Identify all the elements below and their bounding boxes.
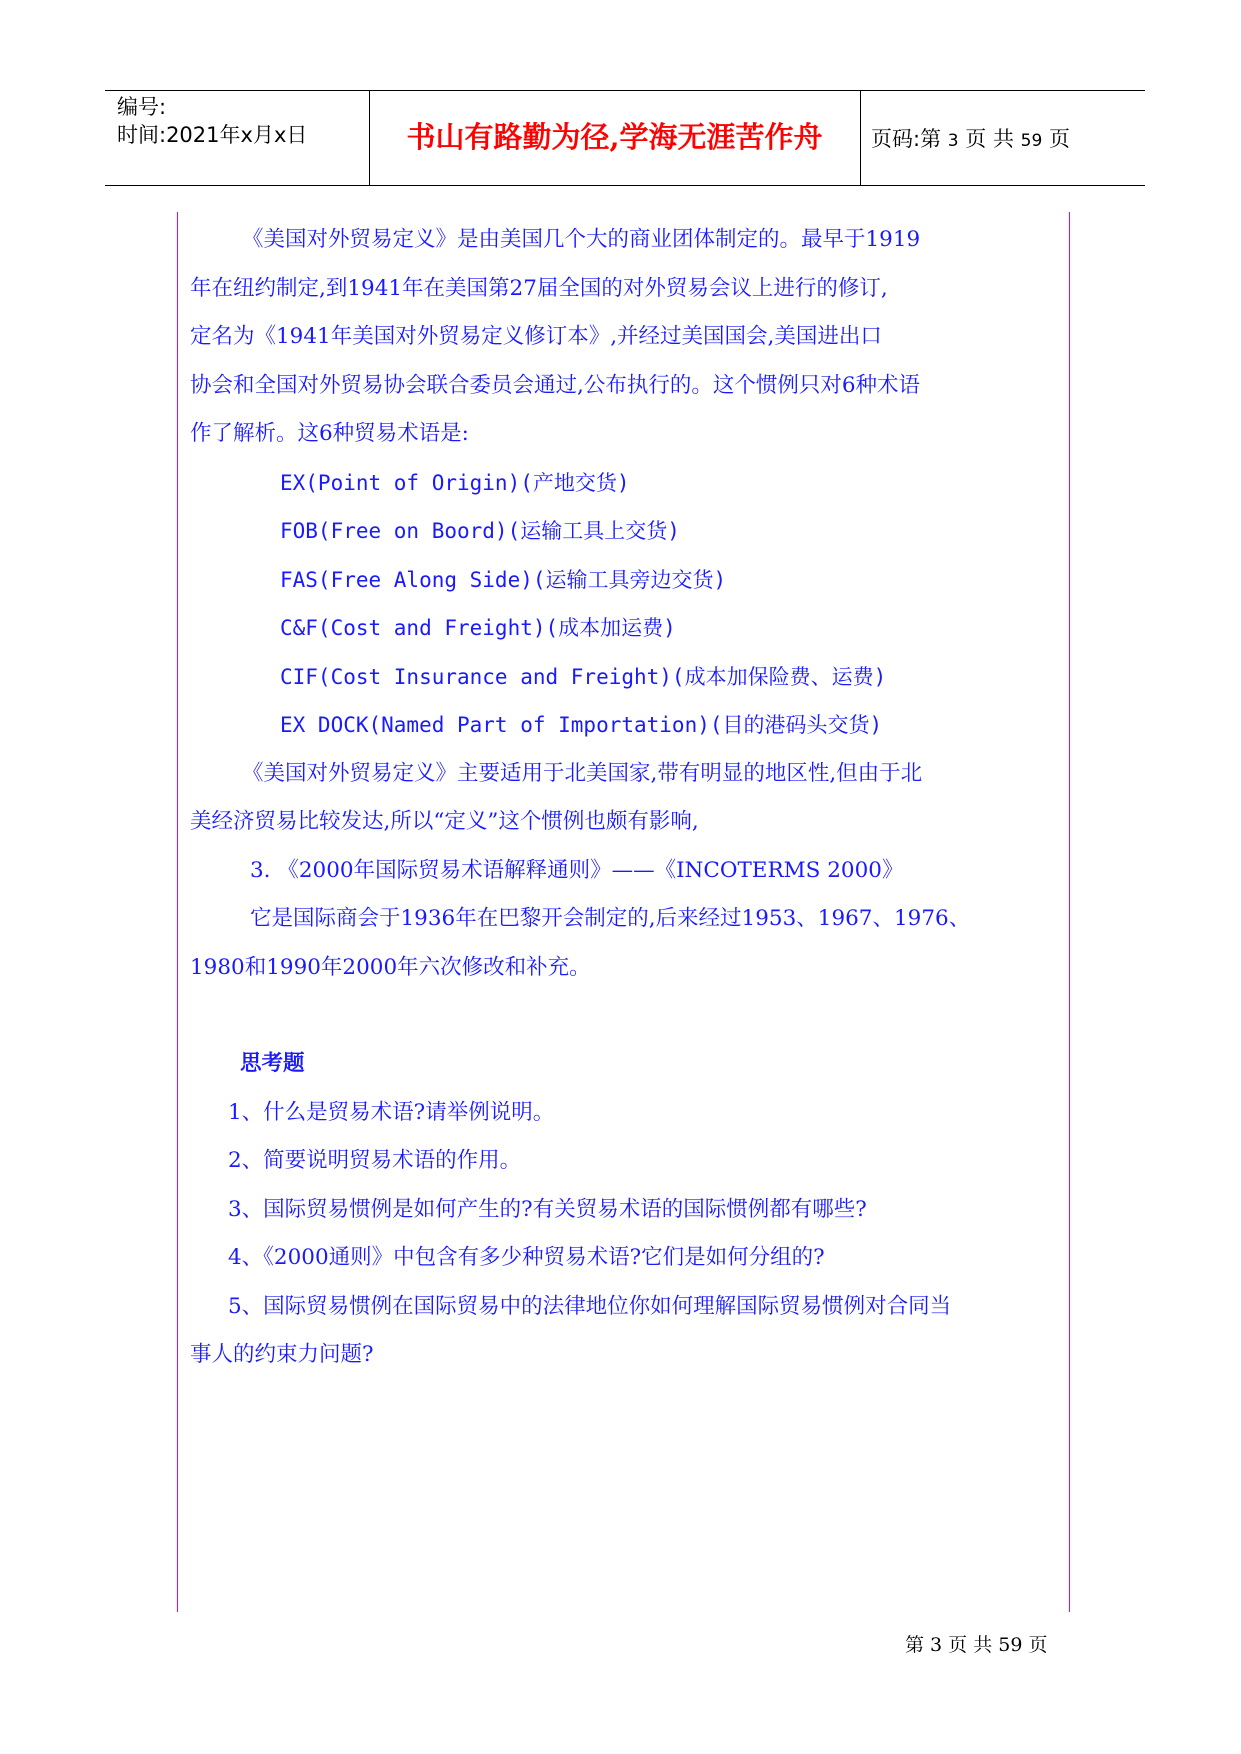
- header-page-info: [871, 123, 1070, 153]
- header-meta: [117, 93, 307, 149]
- header-motto: 书山有路勤为径,学海无涯苦作舟: [406, 120, 823, 154]
- term-item: FOB(Free on Boord)(运输工具上交货): [280, 519, 680, 543]
- paragraph-line: 《美国对外贸易定义》是由美国几个大的商业团体制定的。最早于1919: [242, 227, 921, 252]
- paragraph-line: 协会和全国对外贸易协会联合委员会通过,公布执行的。这个惯例只对6种术语: [190, 372, 921, 398]
- question-item: 2、简要说明贸易术语的作用。: [228, 1148, 522, 1173]
- question-item: 4、《2000通则》中包含有多少种贸易术语?它们是如何分组的?: [228, 1245, 825, 1270]
- document-body: [190, 218, 1060, 1382]
- term-item: FAS(Free Along Side)(运输工具旁边交货): [280, 567, 727, 592]
- paragraph-line: 美经济贸易比较发达,所以“定义”这个惯例也颇有影响,: [190, 809, 699, 834]
- page-prefix: 页码:第: [871, 127, 942, 151]
- page-number: 3: [947, 131, 959, 151]
- paragraph-line: 作了解析。这6种贸易术语是:: [190, 421, 469, 446]
- page-total: 59: [1020, 131, 1043, 151]
- left-margin-line: [177, 212, 178, 1612]
- page-mid: 页 共: [965, 127, 1014, 151]
- page-footer: 第 3 页 共 59 页: [905, 1634, 1048, 1656]
- question-item: 1、什么是贸易术语?请举例说明。: [228, 1099, 555, 1125]
- paragraph-line: 定名为《1941年美国对外贸易定义修订本》,并经过美国国会,美国进出口: [190, 324, 882, 349]
- paragraph-line: 年在纽约制定,到1941年在美国第27届全国的对外贸易会议上进行的修订,: [190, 275, 888, 301]
- right-margin-line: [1069, 212, 1070, 1612]
- question-item: 3、国际贸易惯例是如何产生的?有关贸易术语的国际惯例都有哪些?: [228, 1196, 867, 1222]
- term-item: EX(Point of Origin)(产地交货): [280, 470, 630, 495]
- term-item: EX DOCK(Named Part of Importation)(目的港码头交货): [280, 713, 883, 737]
- paragraph-line: 1980和1990年2000年六次修改和补充。: [190, 954, 591, 980]
- term-item: C&F(Cost and Freight)(成本加运费): [280, 616, 676, 640]
- header-divider: [860, 91, 861, 185]
- page-header: [105, 90, 1145, 186]
- questions-title: 思考题: [240, 1051, 305, 1076]
- term-item: CIF(Cost Insurance and Freight)(成本加保险费、运费): [280, 664, 887, 689]
- number-label: 编号:: [117, 95, 167, 119]
- question-item: 5、国际贸易惯例在国际贸易中的法律地位你如何理解国际贸易惯例对合同当: [228, 1293, 952, 1319]
- question-item: 事人的约束力问题?: [190, 1342, 374, 1367]
- section-heading: 3. 《2000年国际贸易术语解释通则》——《INCOTERMS 2000》: [250, 857, 904, 883]
- page-suffix: 页: [1048, 127, 1070, 151]
- time-label: 时间:2021年x月x日: [117, 123, 308, 147]
- paragraph-line: 《美国对外贸易定义》主要适用于北美国家,带有明显的地区性,但由于北: [242, 760, 923, 786]
- paragraph-line: 它是国际商会于1936年在巴黎开会制定的,后来经过1953、1967、1976、: [250, 906, 971, 931]
